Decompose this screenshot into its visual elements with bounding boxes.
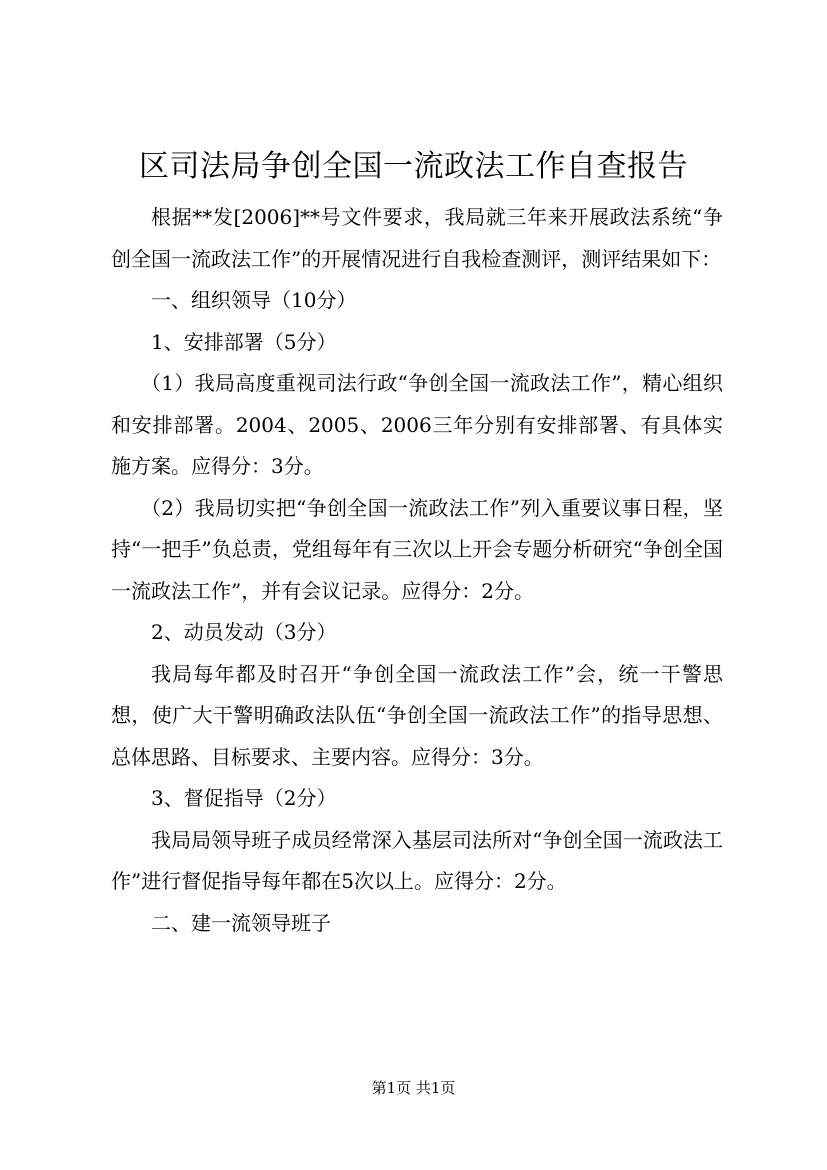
paragraph-supervision: 我局局领导班子成员经常深入基层司法所对“争创全国一流政法工作”进行督促指导每年都在5次以上。应得分：2分。: [111, 827, 723, 893]
subsection-heading-mobilization: 2、动员发动（3分）: [151, 620, 337, 644]
subsection-heading-supervision: 3、督促指导（2分）: [151, 786, 337, 810]
intro-paragraph: 根据**发[2006]**号文件要求，我局就三年来开展政法系统“争创全国一流政法工作”的开展情况进行自我检查测评，测评结果如下：: [111, 205, 723, 271]
document-body: [111, 197, 723, 944]
section-heading-organization: 一、组织领导（10分）: [151, 288, 357, 312]
paragraph-item-2: （2）我局切实把“争创全国一流政法工作”列入重要议事日程，坚持“一把手”负总责，党组每年有三次以上开会专题分析研究“争创全国一流政法工作”，并有会议记录。应得分：2分。: [111, 495, 723, 603]
paragraph-item-1: （1）我局高度重视司法行政“争创全国一流政法工作”，精心组织和安排部署。2004、2005、2006三年分别有安排部署、有具体实施方案。应得分：3分。: [111, 371, 723, 478]
section-heading-leadership: 二、建一流领导班子: [151, 910, 331, 935]
subsection-heading-deployment: 1、安排部署（5分）: [151, 329, 337, 354]
document-title: 区司法局争创全国一流政法工作自查报告: [139, 149, 688, 184]
page-footer: 第1页 共1页: [371, 1079, 456, 1097]
paragraph-mobilization: 我局每年都及时召开“争创全国一流政法工作”会，统一干警思想，使广大干警明确政法队伍“争创全国一流政法工作”的指导思想、总体思路、目标要求、主要内容。应得分：3分。: [111, 661, 723, 769]
